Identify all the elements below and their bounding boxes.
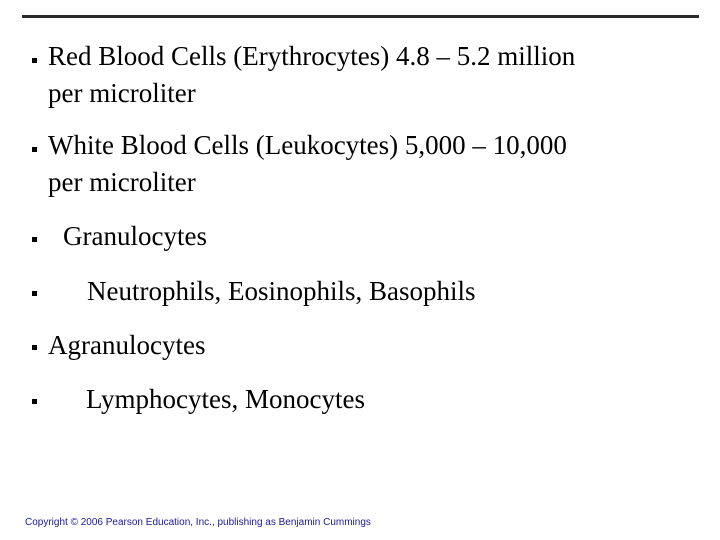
list-item-text	[48, 38, 575, 112]
list-item-text-line: White Blood Cells (Leukocytes) 5,000 – 10,000	[48, 130, 567, 160]
square-bullet-icon	[32, 291, 37, 296]
square-bullet-icon	[32, 345, 37, 350]
list-item-text	[86, 381, 365, 418]
list-item-text-line: Granulocytes	[63, 221, 207, 251]
copyright-footer: Copyright © 2006 Pearson Education, Inc., publishing as Benjamin Cummings	[25, 517, 371, 528]
square-bullet-icon	[32, 237, 37, 242]
list-item-text	[63, 218, 207, 255]
square-bullet-icon	[32, 147, 37, 152]
list-item-text-line: Red Blood Cells (Erythrocytes) 4.8 – 5.2 million	[48, 41, 576, 71]
list-item-text-line: per microliter	[48, 78, 196, 108]
list-item-text	[48, 127, 567, 201]
list-item-text-line: Agranulocytes	[48, 330, 206, 360]
list-item-text	[87, 273, 476, 310]
list-item-text	[48, 327, 205, 364]
list-item-text-line: Neutrophils, Eosinophils, Basophils	[87, 276, 476, 306]
list-item-text-line: Lymphocytes, Monocytes	[86, 384, 365, 414]
square-bullet-icon	[32, 399, 37, 404]
square-bullet-icon	[32, 58, 37, 63]
list-item-text-line: per microliter	[48, 167, 196, 197]
